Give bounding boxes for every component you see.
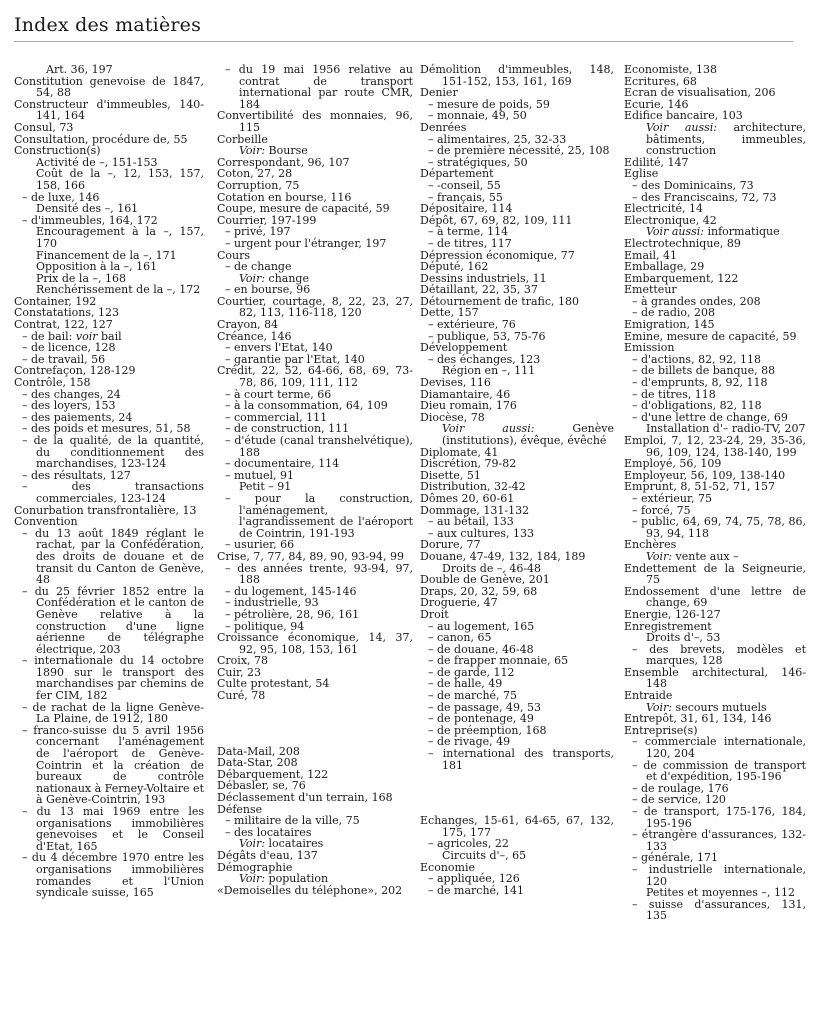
index-entry: Edilité, 147	[624, 155, 689, 169]
index-entry: Diocèse, 78	[420, 410, 485, 424]
index-entry: Cours	[217, 248, 251, 262]
index-entry: Constitution genevoise de 1847, 54, 88	[14, 74, 204, 100]
index-entry: Défense	[217, 802, 263, 816]
index-entry: Droit	[420, 607, 449, 621]
index-subentry: – mutuel, 91	[225, 468, 295, 482]
index-subentry: Densité des –, 161	[36, 202, 139, 216]
index-subentry: – de roulage, 176	[632, 781, 729, 795]
index-column-2	[217, 64, 413, 896]
index-subentry: – appliquée, 126	[428, 872, 520, 886]
index-subentry: – usurier, 66	[225, 538, 295, 552]
index-subentry: – commerciale internationale, 120, 204	[632, 735, 806, 761]
index-entry: Douane, 47-49, 132, 184, 189	[420, 549, 586, 563]
index-subentry: – de construction, 111	[225, 422, 350, 436]
index-subentry: – extérieure, 76	[428, 318, 516, 332]
index-entry: Edifice bancaire, 103	[624, 109, 743, 123]
index-subentry: – de marché, 141	[428, 883, 525, 897]
index-entry: Constatations, 123	[14, 306, 120, 320]
index-entry: Coupe, mesure de capacité, 59	[217, 202, 390, 216]
index-entry: Dieu romain, 176	[420, 399, 517, 413]
index-subentry: – français, 55	[428, 190, 503, 204]
index-entry: Diamantaire, 46	[420, 387, 511, 401]
index-subentry: Droits d'–, 53	[646, 631, 721, 645]
index-entry: Ensemble architectural, 146-148	[624, 665, 806, 691]
index-entry: Employeur, 56, 109, 138-140	[624, 468, 786, 482]
index-subentry: – de radio, 208	[632, 306, 716, 320]
index-entry: Cuir, 23	[217, 665, 262, 679]
index-subentry: Prix de la –, 168	[36, 271, 126, 285]
index-subentry: – internationale du 14 octobre 1890 sur le transport des marchandises par chemins de fer CIM, 182	[22, 654, 204, 703]
index-subentry: – de titres, 117	[428, 236, 512, 250]
index-entry: Crédit, 22, 52, 64-66, 68, 69, 73-78, 86, 109, 111, 112	[217, 364, 413, 390]
index-subentry: – envers l'Etat, 140	[225, 341, 333, 355]
index-entry: Distribution, 32-42	[420, 480, 526, 494]
index-entry: Consultation, procédure de, 55	[14, 132, 188, 146]
index-subentry: – d'une lettre de change, 69	[632, 410, 788, 424]
index-entry: Crise, 7, 77, 84, 89, 90, 93-94, 99	[217, 549, 404, 563]
index-subentry: Circuits d'–, 65	[442, 849, 527, 862]
index-entry: Dommage, 131-132	[420, 503, 530, 517]
index-subentry: – de transport, 175-176, 184, 195-196	[632, 805, 806, 830]
index-subentry: – des poids et mesures, 51, 58	[22, 422, 191, 436]
index-entry: Correspondant, 96, 107	[217, 155, 350, 169]
index-column-1	[14, 64, 204, 899]
index-entry: Dessins industriels, 11	[420, 271, 547, 285]
index-entry: Coton, 27, 28	[217, 167, 293, 181]
index-entry: Draps, 20, 32, 59, 68	[420, 584, 538, 598]
index-subentry: – de garde, 112	[428, 665, 515, 679]
index-subentry: – public, 64, 69, 74, 75, 78, 86, 93, 94, 118	[632, 515, 806, 540]
index-subentry: – de billets de banque, 88	[632, 364, 776, 378]
index-entry: Ecurie, 146	[624, 97, 689, 111]
index-entry: Consul, 73	[14, 120, 74, 134]
index-entry: Email, 41	[624, 248, 678, 262]
index-entry: Emprunt, 8, 51-52, 71, 157	[624, 480, 776, 494]
index-entry: Emigration, 145	[624, 318, 715, 332]
index-subentry: Petites et moyennes –, 112	[646, 886, 795, 900]
index-cross-reference: Voir: secours mutuels	[646, 700, 767, 714]
index-subentry: – des brevets, modèles et marques, 128	[632, 642, 806, 668]
index-subentry: – à court terme, 66	[225, 387, 332, 401]
index-entry: Ecran de visualisation, 206	[624, 86, 776, 100]
index-subentry: – des Dominicains, 73	[632, 178, 754, 192]
index-entry: Convertibilité des monnaies, 96, 115	[217, 109, 413, 134]
index-subentry: – de change	[225, 260, 292, 274]
index-subentry: – à grandes ondes, 208	[632, 294, 761, 308]
index-subentry: – du 19 mai 1956 relative au contrat de transport international par route CMR, 184	[225, 63, 413, 111]
index-entry: Département	[420, 167, 494, 181]
index-entry: Double de Genève, 201	[420, 573, 550, 587]
section-gap	[217, 702, 413, 746]
index-subentry: – militaire de la ville, 75	[225, 814, 360, 828]
index-entry: Emetteur	[624, 283, 677, 297]
index-entry: Emission	[624, 341, 675, 355]
index-entry: Contrôle, 158	[14, 376, 91, 390]
index-subentry: Opposition à la –, 161	[36, 260, 158, 274]
index-subentry: – en bourse, 96	[225, 283, 311, 297]
index-subentry: – de marché, 75	[428, 689, 518, 703]
index-subentry: – -conseil, 55	[428, 178, 501, 192]
index-subentry: – de la qualité, de la quantité, du conditionnement des marchandises, 123-124	[22, 434, 204, 471]
index-subentry: – du 4 décembre 1970 entre les organisations immobilières romandes et l'Union syndicale suisse, 165	[22, 851, 204, 900]
index-entry: Convention	[14, 515, 78, 529]
index-subentry: – de rachat de la ligne Genève-La Plaine, de 1912, 180	[22, 700, 204, 726]
index-entry: Développement	[420, 341, 508, 355]
index-subentry: Renchérissement de la –, 172	[36, 283, 201, 297]
index-subentry: Activité de –, 151-153	[36, 155, 158, 169]
index-subentry: – à la consommation, 64, 109	[225, 399, 388, 413]
index-entry: Construction(s)	[14, 144, 101, 158]
index-entry: Crayon, 84	[217, 318, 279, 332]
index-entry: Constructeur d'immeubles, 140-141, 164	[14, 97, 204, 123]
page-header	[0, 0, 821, 40]
index-entry: Corruption, 75	[217, 178, 300, 192]
index-subentry: – industrielle, 93	[225, 596, 319, 610]
index-entry: «Demoiselles du téléphone», 202	[217, 883, 403, 897]
index-entry: Economie	[420, 860, 475, 874]
index-entry: Dépôt, 67, 69, 82, 109, 111	[420, 213, 573, 227]
index-subentry: – publique, 53, 75-76	[428, 329, 546, 343]
index-entry: Economiste, 138	[624, 63, 718, 76]
index-cross-reference: Voir: locataires	[239, 837, 324, 851]
index-entry: Emploi, 7, 12, 23-24, 29, 35-36, 96, 109, 124, 138-140, 199	[624, 434, 806, 459]
index-entry: Démographie	[217, 860, 293, 874]
index-entry: Container, 192	[14, 294, 97, 308]
index-subentry: – franco-suisse du 5 avril 1956 concernant l'aménagement de l'aéroport de Genève-Cointrin et la création de bureaux de contrôle nationaux à Ferney-Voltaire et à Genève-Cointrin, 193	[22, 723, 204, 807]
index-subentry: – canon, 65	[428, 631, 492, 645]
index-subentry: – à terme, 114	[428, 225, 509, 239]
index-entry: Electrotechnique, 89	[624, 236, 741, 250]
index-entry: Entreprise(s)	[624, 723, 698, 737]
index-subentry: – pétrolière, 28, 96, 161	[225, 607, 360, 621]
index-entry: Eglise	[624, 167, 659, 181]
page-title: Index des matières	[14, 14, 202, 36]
index-subentry: – générale, 171	[632, 851, 718, 865]
index-subentry: – extérieur, 75	[632, 491, 713, 505]
index-entry: Dorure, 77	[420, 538, 481, 552]
index-subentry: – de douane, 46-48	[428, 642, 534, 656]
index-entry: Détaillant, 22, 35, 37	[420, 283, 538, 297]
index-subentry: – suisse d'assurances, 131, 135	[632, 897, 806, 923]
index-subentry: – de première nécessité, 25, 108	[428, 144, 610, 158]
index-entry: Entrepôt, 31, 61, 134, 146	[624, 712, 772, 726]
index-entry: Débasler, se, 76	[217, 779, 306, 793]
index-subentry: – d'étude (canal transhelvétique), 188	[225, 434, 413, 459]
index-subentry: – de frapper monnaie, 65	[428, 654, 569, 668]
index-cross-reference: Voir aussi: architecture, bâtiments, immeubles, construction	[646, 120, 806, 158]
index-entry: Créance, 146	[217, 329, 292, 343]
index-subentry: – de titres, 118	[632, 387, 716, 401]
index-subentry: – agricoles, 22	[428, 837, 509, 851]
index-entry: Emballage, 29	[624, 260, 705, 274]
index-entry: Discrétion, 79-82	[420, 457, 517, 471]
index-subentry: – de licence, 128	[22, 341, 116, 355]
index-cross-reference: Voir aussi: Genève (institutions), évêque, évêché	[442, 422, 614, 447]
index-entry: Débarquement, 122	[217, 767, 329, 781]
index-entry: Enregistrement	[624, 619, 712, 633]
index-entry: Electricité, 14	[624, 202, 704, 216]
index-entry: Endossement d'une lettre de change, 69	[624, 584, 806, 610]
index-subentry: – international des transports, 181	[428, 747, 614, 772]
index-cross-reference: Voir aussi: informatique	[646, 225, 780, 239]
index-subentry: – d'actions, 82, 92, 118	[632, 352, 762, 366]
index-subentry: – pour la construction, l'aménagement, l'agrandissement de l'aéroport de Cointrin, 191-193	[225, 491, 413, 540]
index-entry: Dégâts d'eau, 137	[217, 849, 318, 862]
index-entry: Disette, 51	[420, 468, 481, 482]
index-subentry: Installation d'– radio-TV, 207	[646, 422, 806, 436]
index-subentry: – des paiements, 24	[22, 410, 133, 424]
index-subentry: – des Franciscains, 72, 73	[632, 190, 777, 204]
index-subentry: – industrielle internationale, 120	[632, 862, 806, 888]
index-subentry: – aux cultures, 133	[428, 526, 535, 540]
index-subentry: – politique, 94	[225, 619, 305, 633]
index-subentry: – monnaie, 49, 50	[428, 109, 527, 123]
index-entry: Dépression économique, 77	[420, 248, 575, 262]
index-subentry: – de préemption, 168	[428, 723, 547, 737]
index-subentry: – des résultats, 127	[22, 468, 131, 482]
index-subentry: – des échanges, 123	[428, 352, 541, 366]
index-entry: Data-Star, 208	[217, 756, 298, 770]
index-entry: Déclassement d'un terrain, 168	[217, 791, 393, 805]
index-subentry: – du 13 août 1849 réglant le rachat, par la Confédération, des droits de douane et de transit du Canton de Genève, 48	[22, 526, 204, 587]
index-entry: Echanges, 15-61, 64-65, 67, 132, 175, 177	[420, 814, 614, 839]
index-subentry: – d'obligations, 82, 118	[632, 399, 762, 413]
index-entry: Droguerie, 47	[420, 596, 498, 610]
index-entry: Dômes 20, 60-61	[420, 491, 515, 505]
index-entry: Energie, 126-127	[624, 607, 721, 621]
index-subentry: – d'emprunts, 8, 92, 118	[632, 376, 768, 390]
index-entry: Ecritures, 68	[624, 74, 697, 88]
index-subentry: – des loyers, 153	[22, 399, 116, 413]
index-subentry: – de commission de transport et d'expédition, 195-196	[632, 758, 806, 784]
index-entry: Détournement de trafic, 180	[420, 294, 580, 308]
index-entry: Endettement de la Seigneurie, 75	[624, 561, 806, 587]
index-entry: Dépositaire, 114	[420, 202, 513, 216]
index-entry: Art. 36, 197	[46, 63, 113, 76]
index-subentry: – de passage, 49, 53	[428, 700, 542, 714]
index-entry: Culte protestant, 54	[217, 677, 330, 691]
index-subentry: – de rivage, 49	[428, 735, 511, 749]
index-entry: Diplomate, 41	[420, 445, 499, 459]
section-gap	[420, 771, 614, 815]
index-entry: Courtier, courtage, 8, 22, 23, 27, 82, 113, 116-118, 120	[217, 294, 413, 320]
index-entry: Curé, 78	[217, 689, 266, 703]
index-subentry: – du logement, 145-146	[225, 584, 357, 598]
index-entry: Courrier, 197-199	[217, 213, 317, 227]
index-entry: Démolition d'immeubles, 148, 151-152, 153, 161, 169	[420, 63, 614, 88]
index-subentry: – de pontenage, 49	[428, 712, 534, 726]
index-cross-reference: Voir: change	[239, 271, 309, 285]
index-subentry: – au bétail, 133	[428, 515, 514, 529]
index-cross-reference: Voir: vente aux –	[646, 549, 739, 563]
index-entry: Data-Mail, 208	[217, 744, 300, 758]
index-subentry: – forcé, 75	[632, 503, 691, 517]
index-subentry: – commercial, 111	[225, 410, 328, 424]
index-entry: Denier	[420, 86, 458, 100]
index-subentry: – privé, 197	[225, 225, 291, 239]
index-subentry: – du 13 mai 1969 entre les organisations immobilières genevoises et le Conseil d'Etat, 165	[22, 805, 204, 853]
index-subentry: Coût de la –, 12, 153, 157, 158, 166	[36, 167, 204, 192]
index-subentry: Financement de la –, 171	[36, 248, 177, 262]
index-subentry: – alimentaires, 25, 32-33	[428, 132, 567, 146]
index-entry: Embarquement, 122	[624, 271, 739, 285]
index-column-4	[624, 64, 806, 922]
index-entry: Conurbation transfrontalière, 13	[14, 503, 197, 517]
index-subentry: – de travail, 56	[22, 352, 106, 366]
index-subentry: – du 25 février 1852 entre la Confédération et le canton de Genève relative à la construction d'une ligne aérienne de télégraphe électrique, 203	[22, 584, 204, 656]
index-entry: Denrées	[420, 120, 467, 134]
index-entry: Contrat, 122, 127	[14, 318, 113, 332]
index-subentry: – au logement, 165	[428, 619, 535, 633]
index-cross-reference: Voir: population	[239, 872, 329, 886]
header-rule	[14, 41, 793, 42]
index-entry: Dette, 157	[420, 306, 479, 320]
index-entry: Croissance économique, 14, 37, 92, 95, 108, 153, 161	[217, 631, 413, 656]
index-subentry: – de service, 120	[632, 793, 726, 807]
index-subentry: Encouragement à la –, 157, 170	[36, 225, 204, 250]
index-subentry: – mesure de poids, 59	[428, 97, 550, 111]
index-subentry: Droits de –, 46-48	[442, 561, 542, 575]
index-subentry: – des locataires	[225, 825, 312, 839]
index-subentry: – urgent pour l'étranger, 197	[225, 236, 387, 250]
index-subentry: – de luxe, 146	[22, 190, 100, 204]
index-cross-reference: Voir: Bourse	[239, 144, 308, 158]
index-entry: Employé, 56, 109	[624, 457, 722, 471]
index-subentry: – de bail: voir bail	[22, 329, 122, 343]
index-entry: Croix, 78	[217, 654, 269, 668]
index-subentry: – des transactions commerciales, 123-124	[22, 480, 204, 505]
index-subentry: – documentaire, 114	[225, 457, 340, 471]
index-subentry: Petit – 91	[239, 480, 292, 494]
index-subentry: – d'immeubles, 164, 172	[22, 213, 158, 227]
index-subentry: – de halle, 49	[428, 677, 503, 691]
index-subentry: – stratégiques, 50	[428, 155, 528, 169]
index-entry: Devises, 116	[420, 376, 491, 390]
index-entry: Enchères	[624, 538, 677, 552]
index-entry: Député, 162	[420, 260, 489, 274]
index-entry: Cotation en bourse, 116	[217, 190, 352, 204]
index-entry: Emine, mesure de capacité, 59	[624, 329, 797, 343]
index-column-3	[420, 64, 614, 896]
index-subentry: – des années trente, 93-94, 97, 188	[225, 561, 413, 587]
index-subentry: – des changes, 24	[22, 387, 121, 401]
index-subentry: – garantie par l'Etat, 140	[225, 352, 365, 366]
index-subentry: – étrangère d'assurances, 132-133	[632, 828, 806, 853]
index-subentry: Région en –, 111	[442, 364, 536, 378]
index-entry: Electronique, 42	[624, 213, 717, 227]
index-entry: Entraide	[624, 689, 673, 703]
index-entry: Contrefaçon, 128-129	[14, 364, 136, 378]
index-entry: Corbeille	[217, 132, 268, 146]
